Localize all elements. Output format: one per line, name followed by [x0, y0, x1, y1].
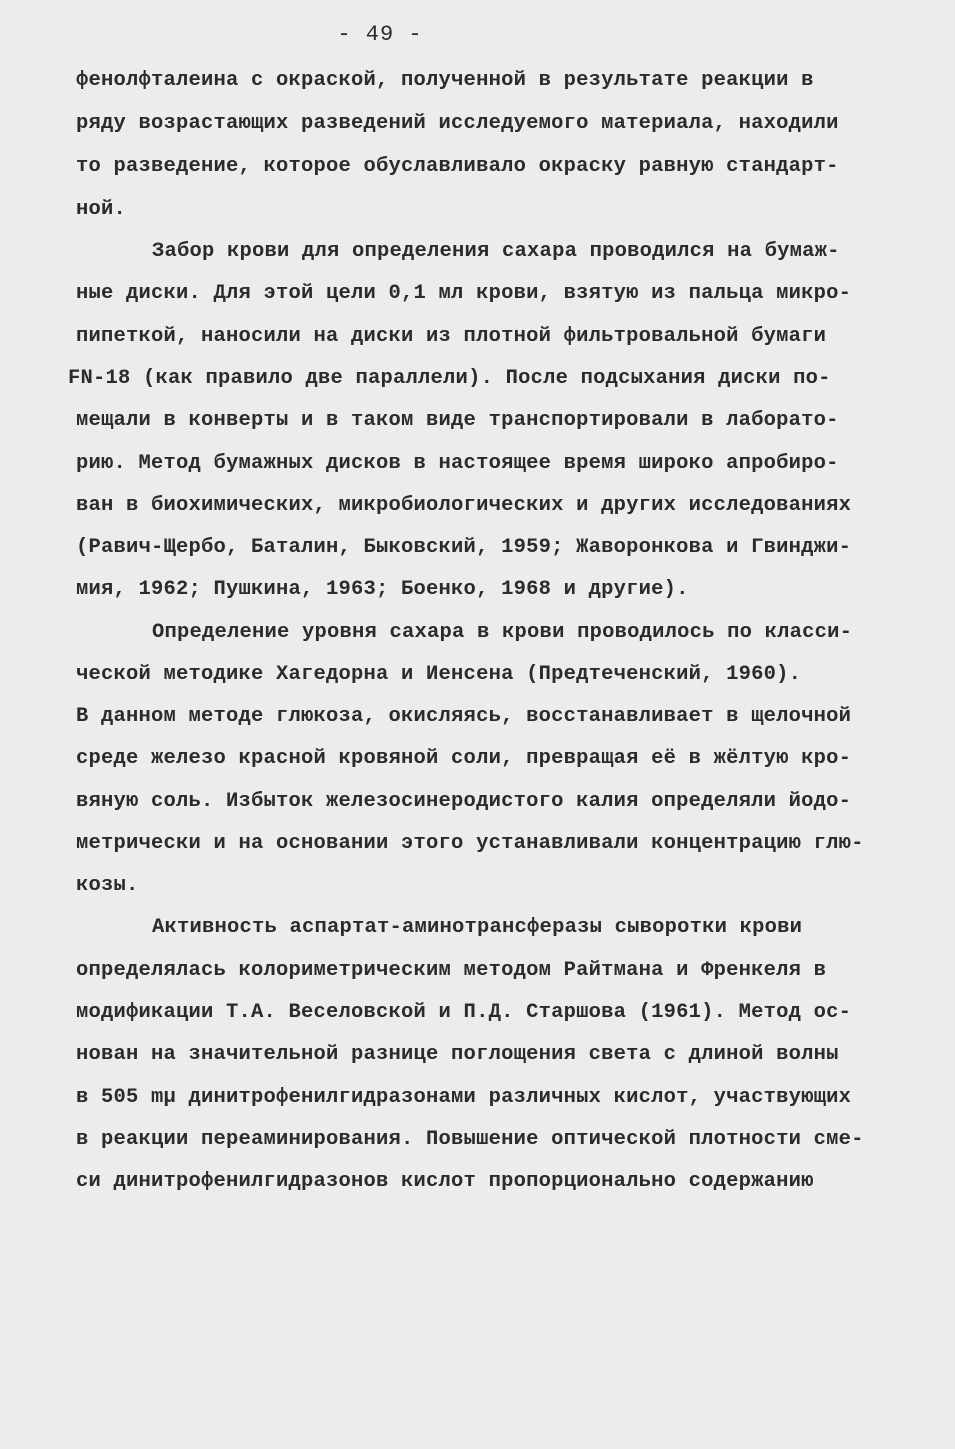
text-line: определялась колориметрическим методом Райтмана и Френкеля в [76, 959, 827, 982]
text-line: рию. Метод бумажных дисков в настоящее время широко апробиро- [76, 452, 839, 475]
text-line: си динитрофенилгидразонов кислот пропорционально содержанию [76, 1170, 814, 1193]
text-line: то разведение, которое обуславливало окраску равную стандарт- [76, 155, 839, 178]
text-line: модификации Т.А. Веселовской и П.Д. Старшова (1961). Метод ос- [76, 1001, 852, 1024]
text-line: ной. [76, 198, 127, 221]
text-line: Определение уровня сахара в крови проводилось по класси- [152, 621, 853, 644]
text-line: фенолфталеина с окраской, полученной в результате реакции в [76, 69, 814, 92]
text-line: мия, 1962; Пушкина, 1963; Боенко, 1968 и другие). [76, 578, 689, 601]
text-line: В данном методе глюкоза, окисляясь, восстанавливает в щелочной [76, 705, 852, 728]
text-line: метрически и на основании этого устанавливали концентрацию глю- [76, 832, 864, 855]
text-line: ряду возрастающих разведений исследуемого материала, находили [76, 112, 839, 135]
text-line: пипеткой, наносили на диски из плотной фильтровальной бумаги [76, 325, 827, 348]
text-line: FN-18 (как правило две параллели). После подсыхания диски по- [68, 367, 831, 390]
text-line: в 505 mμ динитрофенилгидразонами различных кислот, участвующих [76, 1086, 852, 1109]
text-line: нован на значительной разнице поглощения света с длиной волны [76, 1043, 839, 1066]
text-line: ные диски. Для этой цели 0,1 мл крови, взятую из пальца микро- [76, 282, 852, 305]
text-line: в реакции переаминирования. Повышение оптической плотности сме- [76, 1128, 864, 1151]
text-line: Забор крови для определения сахара проводился на бумаж- [152, 240, 840, 263]
page-number: - 49 - [337, 22, 423, 47]
text-line: (Равич-Щербо, Баталин, Быковский, 1959; Жаворонкова и Гвинджи- [76, 536, 852, 559]
text-line: козы. [76, 874, 139, 897]
text-line: среде железо красной кровяной соли, превращая её в жёлтую кро- [76, 747, 852, 770]
text-line: Активность аспартат-аминотрансферазы сыворотки крови [152, 916, 803, 939]
text-line: ческой методике Хагедорна и Иенсена (Предтеченский, 1960). [76, 663, 802, 686]
text-line: вяную соль. Избыток железосинеродистого калия определяли йодо- [76, 790, 852, 813]
text-line: мещали в конверты и в таком виде транспортировали в лаборато- [76, 409, 839, 432]
text-line: ван в биохимических, микробиологических и других исследованиях [76, 494, 852, 517]
